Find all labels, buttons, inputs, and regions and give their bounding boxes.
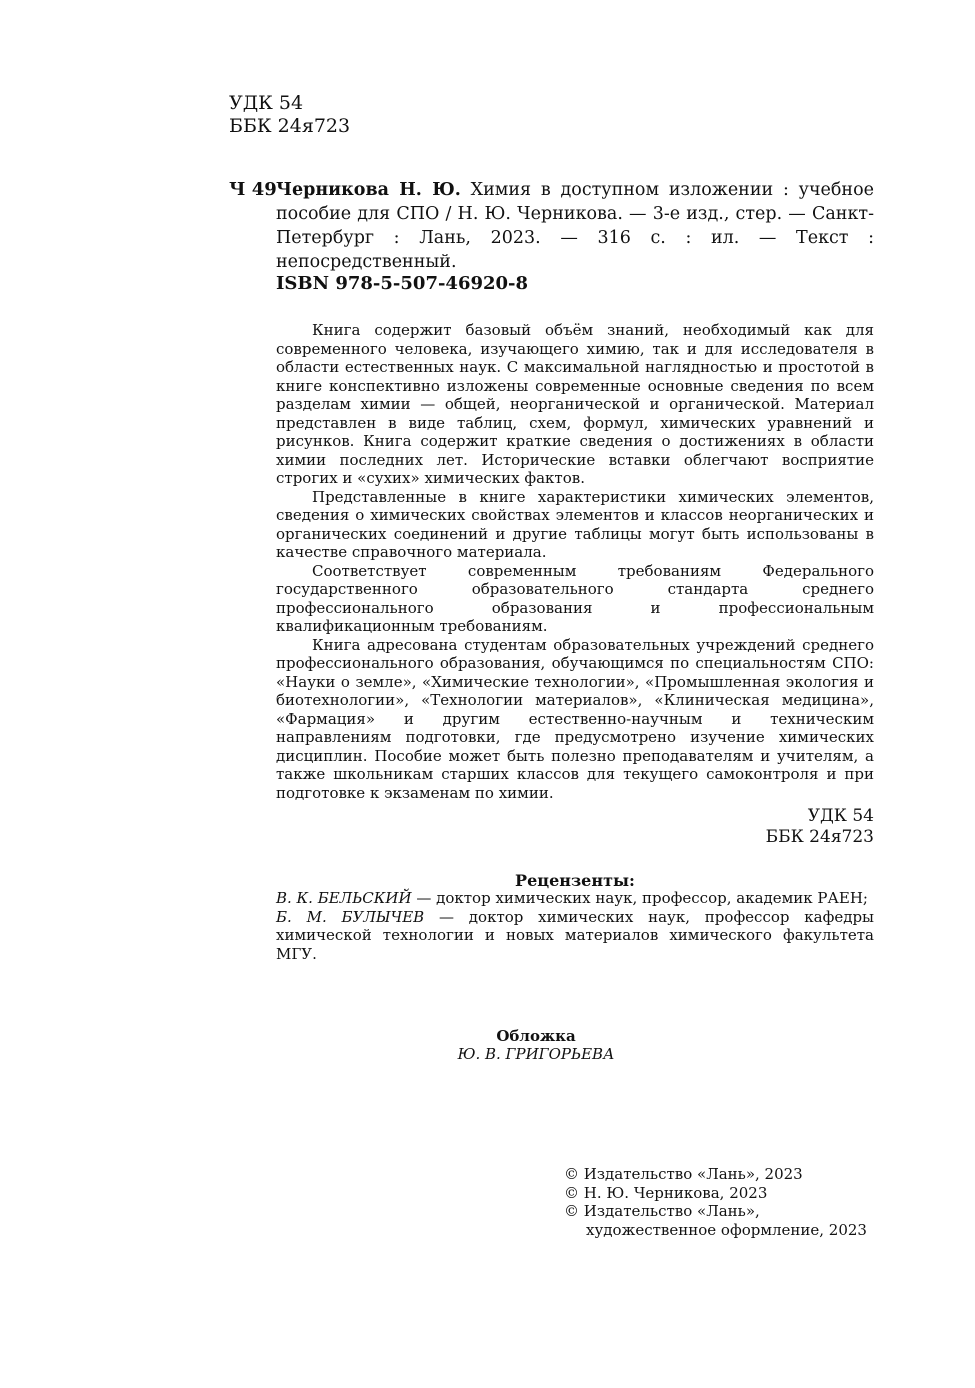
bbk-code: ББК 24я723 [765, 827, 874, 847]
copyright-line: художественное оформление, 2023 [586, 1220, 867, 1239]
cover-title: Обложка [496, 1027, 576, 1045]
udk-code: УДК 54 [807, 806, 874, 826]
cover-designer: Ю. В. ГРИГОРЬЕВА [457, 1045, 615, 1063]
isbn: ISBN 978-5-507-46920-8 [276, 273, 529, 294]
reviewer-name: Б. М. БУЛЫЧЕВ [276, 907, 425, 926]
abstract-paragraph: Книга адресована студентам образовательных учреждений среднего профессионального образования, обучающимся по специальностям СПО: «Науки о земле», «Химические технологии», «Промышленная экология и биотехнологии», «Технологии материалов», «Клиническая медицина», «Фармация» и другим естественно-научным и техническим направлениям подготовки, где предусмотрено изучение химических дисциплин. Пособие может быть полезно преподавателям и учителям, а также школьникам старших классов для текущего самоконтроля и при подготовке к экзаменам по химии. [276, 635, 874, 802]
abstract-paragraph: Представленные в книге характеристики химических элементов, сведения о химических свойствах элементов и классов неорганических и органических соединений и другие таблицы могут быть использованы в качестве справочного материала. [276, 487, 874, 561]
author-mark: Ч 49 [229, 179, 277, 200]
biblio-author: Черникова Н. Ю. [276, 180, 461, 200]
reviewer-name: В. К. БЕЛЬСКИЙ [276, 889, 412, 907]
bibliographic-record [276, 178, 874, 274]
udk-code: УДК 54 [229, 92, 304, 114]
biblio-description: Химия в доступном изложении : учебное пособие для СПО / Н. Ю. Черникова. — 3-е изд., стер. — Санкт-Петербург : Лань, 2023. — 316 с. : ил. — Текст : непосредственный. [276, 180, 874, 272]
udk-bbk-bottom [660, 806, 874, 848]
udk-bbk-top [229, 92, 350, 138]
reviewer [276, 889, 874, 908]
copyright-line: © Издательство «Лань», 2023 [564, 1165, 803, 1183]
reviewers-list [276, 889, 874, 963]
abstract-paragraph: Книга содержит базовый объём знаний, необходимый как для современного человека, изучающего химию, так и для исследователя в области естественных наук. С максимальной наглядностью и простотой в книге конспективно изложены современные основные сведения по всем разделам химии — общей, неорганической и органической. Материал представлен в виде таблиц, схем, формул, химических уравнений и рисунков. Книга содержит краткие сведения о достижениях в области химии последних лет. Исторические вставки облегчают восприятие строгих и «сухих» химических фактов. [276, 321, 874, 487]
copyright-line: © Н. Ю. Черникова, 2023 [564, 1183, 768, 1202]
abstract [276, 321, 874, 802]
reviewers-title: Рецензенты: [515, 871, 635, 890]
reviewer [276, 908, 874, 964]
abstract-paragraph: Соответствует современным требованиям Федерального государственного образовательного стандарта среднего профессионального образования и профессиональным квалификационным требованиям. [276, 561, 874, 635]
reviewer-desc: — доктор химических наук, профессор кафедры химической технологии и новых материалов химического факультета МГУ. [276, 907, 874, 963]
bbk-code: ББК 24я723 [229, 115, 351, 137]
reviewer-desc: — доктор химических наук, профессор, академик РАЕН; [411, 889, 868, 907]
copyright-line: © Издательство «Лань», [564, 1202, 760, 1220]
copyright-block [564, 1165, 867, 1239]
